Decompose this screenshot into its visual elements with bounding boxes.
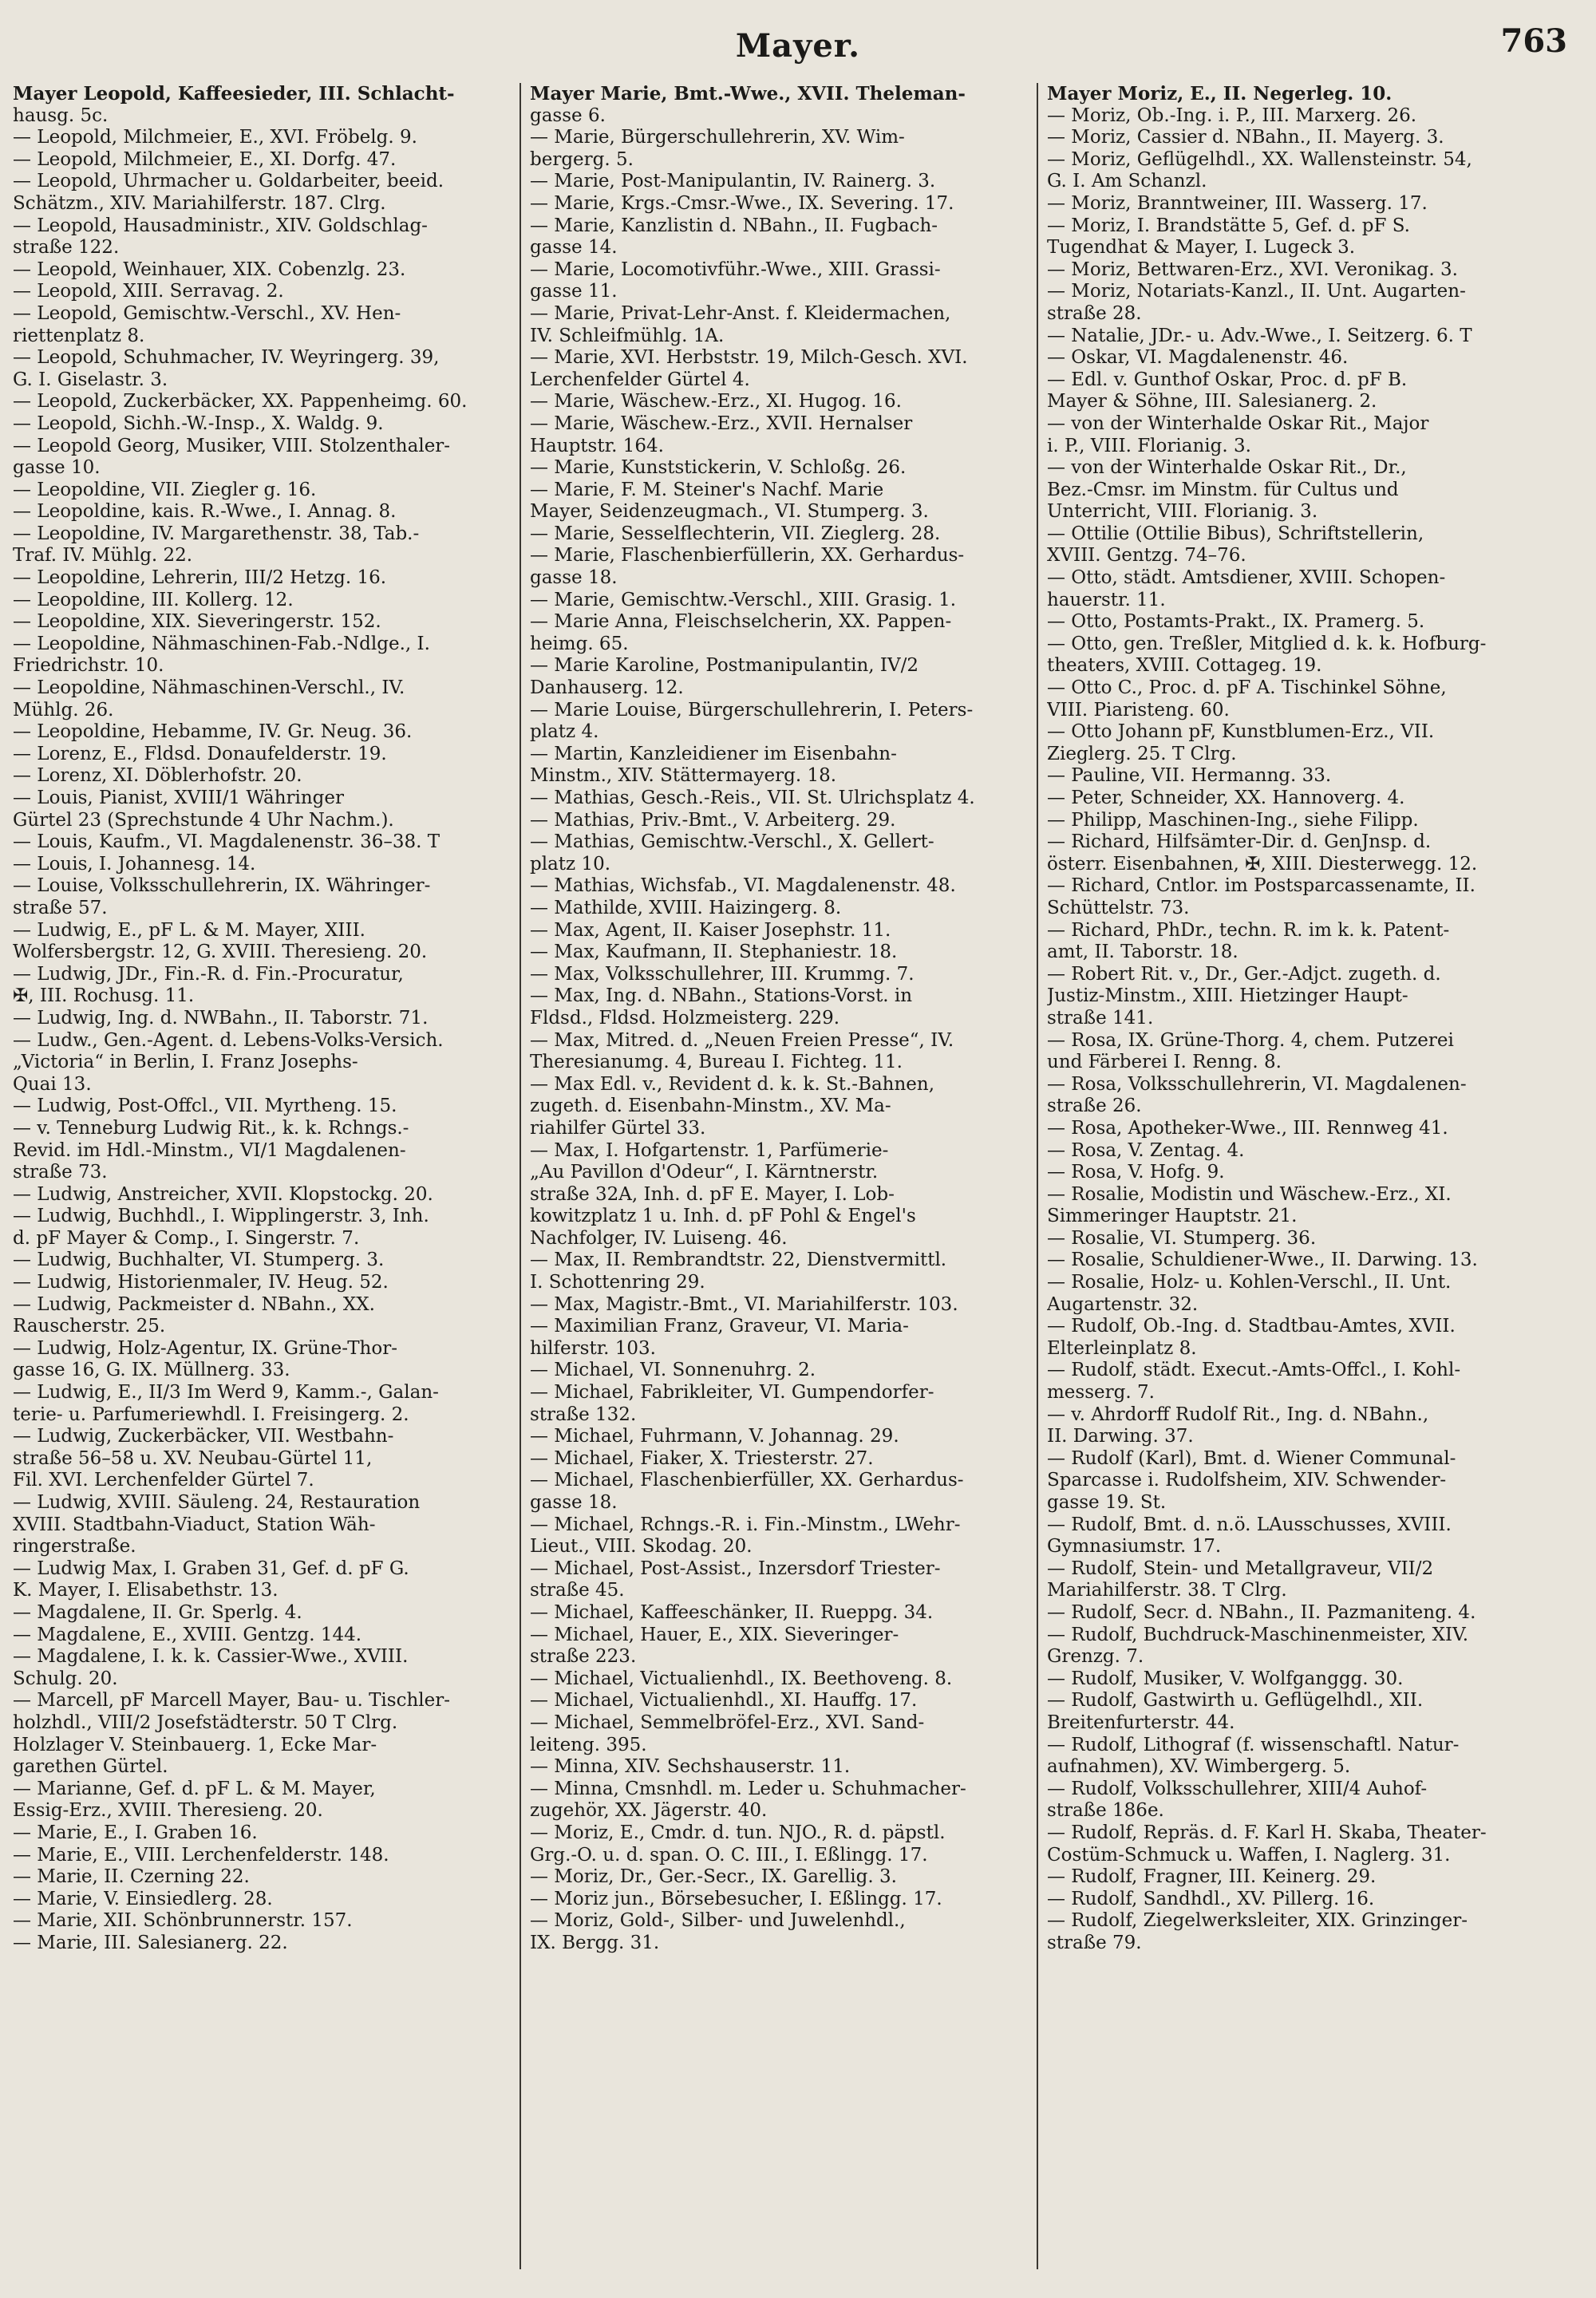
entry-line: Essig-Erz., XVIII. Theresieng. 20. — [13, 1800, 323, 1822]
entry-line: Mayer & Söhne, III. Salesianerg. 2. — [1047, 391, 1377, 413]
entry-line: — Moriz, Gold-, Silber- und Juwelenhdl., — [530, 1910, 906, 1932]
entry-line: Lerchenfelder Gürtel 4. — [530, 369, 750, 390]
entry-line: — Otto, gen. Treßler, Mitglied d. k. k. Hofburg- — [1047, 633, 1487, 654]
entry-line: riahilfer Gürtel 33. — [530, 1117, 706, 1139]
entry-line: Fldsd., Fldsd. Holzmeisterg. 229. — [530, 1007, 840, 1029]
page-title: Mayer. — [735, 27, 861, 65]
entry-line: — Rosalie, VI. Stumperg. 36. — [1047, 1227, 1317, 1249]
column-left — [13, 83, 512, 2277]
entry-line: — Richard, Hilfsämter-Dir. d. GenJnsp. d. — [1047, 831, 1432, 853]
entry-line: Schüttelstr. 73. — [1047, 897, 1190, 918]
entry-line: — Minna, Cmsnhdl. m. Leder u. Schuhmacher- — [530, 1778, 966, 1799]
entry-line: — Ludwig, Post-Offcl., VII. Myrtheng. 15. — [13, 1096, 397, 1117]
entry-line: straße 57. — [13, 897, 108, 918]
entry-line: — Rudolf, Gastwirth u. Geflügelhdl., XII. — [1047, 1690, 1424, 1712]
entry-line: Grenzg. 7. — [1047, 1646, 1144, 1668]
entry-line: straße 32A, Inh. d. pF E. Mayer, I. Lob- — [530, 1183, 895, 1205]
entry-line: — Pauline, VII. Hermanng. 33. — [1047, 765, 1332, 787]
entry-line: Fil. XVI. Lerchenfelder Gürtel 7. — [13, 1470, 314, 1491]
entry-line: kowitzplatz 1 u. Inh. d. pF Pohl & Engel's — [530, 1206, 916, 1227]
entry-line: — Rudolf, Stein- und Metallgraveur, VII/2 — [1047, 1558, 1434, 1579]
entry-line: Justiz-Minstm., XIII. Hietzinger Haupt- — [1047, 985, 1408, 1007]
entry-line: gasse 14. — [530, 237, 618, 259]
entry-line: — Rosa, Volksschullehrerin, VI. Magdalenen- — [1047, 1073, 1467, 1095]
entry-line: straße 26. — [1047, 1096, 1142, 1117]
entry-line: — Leopold, Zuckerbäcker, XX. Pappenheimg. 60. — [13, 391, 468, 413]
entry-line: terie- u. Parfumeriewhdl. I. Freisingerg. 2. — [13, 1404, 409, 1425]
entry-line: — Rudolf, städt. Execut.-Amts-Offcl., I. Kohl- — [1047, 1360, 1461, 1381]
entry-line: — Leopold, Weinhauer, XIX. Cobenzlg. 23. — [13, 259, 406, 280]
entry-line: — Natalie, JDr.- u. Adv.-Wwe., I. Seitzerg. 6. T — [1047, 325, 1472, 346]
column-divider — [519, 83, 521, 2269]
entry-line: — Otto, Postamts-Prakt., IX. Pramerg. 5. — [1047, 611, 1425, 633]
entry-line: — Ludwig, Buchhalter, VI. Stumperg. 3. — [13, 1250, 385, 1271]
entry-line: Mayer Moriz, E., II. Negerleg. 10. — [1047, 83, 1393, 105]
entry-line: — Oskar, VI. Magdalenenstr. 46. — [1047, 347, 1349, 369]
entry-line: straße 45. — [530, 1580, 625, 1601]
entry-line: — Marie, III. Salesianerg. 22. — [13, 1932, 288, 1953]
entry-line: — Leopoldine, III. Kollerg. 12. — [13, 589, 294, 610]
entry-line: — Moriz, Cassier d. NBahn., II. Mayerg. 3. — [1047, 127, 1444, 148]
entry-line: — Leopoldine, Lehrerin, III/2 Hetzg. 16. — [13, 567, 387, 589]
entry-line: Danhauserg. 12. — [530, 677, 684, 699]
entry-line: — Marie, Wäschew.-Erz., XVII. Hernalser — [530, 413, 913, 434]
entry-line: — Louis, I. Johannesg. 14. — [13, 853, 256, 875]
entry-line: — Michael, Fuhrmann, V. Johannag. 29. — [530, 1426, 899, 1447]
entry-line: platz 10. — [530, 853, 611, 875]
entry-line: — Ludwig, Packmeister d. NBahn., XX. — [13, 1293, 375, 1315]
entry-line: — Ottilie (Ottilie Bibus), Schriftstellerin, — [1047, 523, 1424, 544]
entry-line: — Leopoldine, Hebamme, IV. Gr. Neug. 36. — [13, 721, 413, 743]
entry-line: — Marie, Flaschenbierfüllerin, XX. Gerhardus- — [530, 545, 965, 567]
entry-line: — Lorenz, XI. Döblerhofstr. 20. — [13, 765, 302, 787]
entry-line: — Rosalie, Schuldiener-Wwe., II. Darwing. 13. — [1047, 1250, 1478, 1271]
entry-line: Rauscherstr. 25. — [13, 1316, 166, 1337]
entry-line: — Ludwig, E., pF L. & M. Mayer, XIII. — [13, 919, 365, 941]
entry-line: Gürtel 23 (Sprechstunde 4 Uhr Nachm.). — [13, 809, 394, 831]
entry-line: — Marie Louise, Bürgerschullehrerin, I. Peters- — [530, 699, 974, 721]
entry-line: Holzlager V. Steinbauerg. 1, Ecke Mar- — [13, 1734, 377, 1755]
entry-line: — Michael, Victualienhdl., IX. Beethoveng. 8. — [530, 1668, 953, 1689]
entry-line: — Marie, Post-Manipulantin, IV. Rainerg. 3. — [530, 171, 936, 192]
entry-line: Simmeringer Hauptstr. 21. — [1047, 1206, 1298, 1227]
entry-line: zugehör, XX. Jägerstr. 40. — [530, 1800, 768, 1822]
entry-line: — Mathias, Gemischtw.-Verschl., X. Gellert- — [530, 831, 934, 853]
entry-line: — Moriz, Notariats-Kanzl., II. Unt. Augarten- — [1047, 281, 1466, 302]
entry-line: platz 4. — [530, 721, 599, 743]
entry-line: straße 223. — [530, 1646, 637, 1668]
entry-line: — Louise, Volksschullehrerin, IX. Währinger- — [13, 875, 431, 897]
entry-line: Mayer Leopold, Kaffeesieder, III. Schlacht- — [13, 83, 455, 105]
entry-line: gasse 6. — [530, 105, 606, 126]
entry-line: — Michael, Fiaker, X. Triesterstr. 27. — [530, 1447, 874, 1469]
entry-line: — Leopold, Sichh.-W.-Insp., X. Waldg. 9. — [13, 413, 384, 434]
entry-line: riettenplatz 8. — [13, 325, 145, 346]
entry-line: — Marie, Bürgerschullehrerin, XV. Wim- — [530, 127, 905, 148]
entry-line: — Marie, V. Einsiedlerg. 28. — [13, 1888, 273, 1909]
entry-line: — Michael, VI. Sonnenuhrg. 2. — [530, 1360, 816, 1381]
entry-line: Revid. im Hdl.-Minstm., VI/1 Magdalenen- — [13, 1139, 406, 1161]
entry-line: theaters, XVIII. Cottageg. 19. — [1047, 655, 1322, 677]
entry-line: — Rudolf, Bmt. d. n.ö. LAusschusses, XVIII. — [1047, 1514, 1452, 1535]
entry-line: G. I. Am Schanzl. — [1047, 171, 1207, 192]
entry-line: I. Schottenring 29. — [530, 1272, 705, 1293]
entry-line: — Marie, XVI. Herbststr. 19, Milch-Gesch. XVI. — [530, 347, 968, 369]
entry-line: — Mathias, Wichsfab., VI. Magdalenenstr. 48. — [530, 875, 956, 897]
entry-line: gasse 16, G. IX. Müllnerg. 33. — [13, 1360, 290, 1381]
entry-line: — Ludwig, E., II/3 Im Werd 9, Kamm.-, Galan- — [13, 1382, 439, 1404]
entry-line: — Marie, Kanzlistin d. NBahn., II. Fugbach- — [530, 215, 938, 236]
entry-line: gasse 19. St. — [1047, 1492, 1167, 1513]
entry-line: Bez.-Cmsr. im Minstm. für Cultus und — [1047, 479, 1399, 500]
entry-line: Breitenfurterstr. 44. — [1047, 1712, 1235, 1733]
entry-line: Sparcasse i. Rudolfsheim, XIV. Schwender- — [1047, 1470, 1447, 1491]
entry-line: — Michael, Fabrikleiter, VI. Gumpendorfer- — [530, 1382, 934, 1404]
entry-line: — Moriz, Dr., Ger.-Secr., IX. Garellig. 3. — [530, 1866, 897, 1888]
entry-line: heimg. 65. — [530, 633, 629, 654]
entry-line: Wolfersbergstr. 12, G. XVIII. Theresieng. 20. — [13, 942, 428, 963]
entry-line: — Marie, E., I. Graben 16. — [13, 1822, 258, 1843]
entry-line: — Mathias, Priv.-Bmt., V. Arbeiterg. 29. — [530, 809, 896, 831]
entry-line: XVIII. Gentzg. 74–76. — [1047, 545, 1246, 567]
entry-line: — Moriz, Geflügelhdl., XX. Wallensteinstr. 54, — [1047, 148, 1472, 170]
entry-line: hilferstr. 103. — [530, 1337, 656, 1359]
entry-line: — Moriz jun., Börsebesucher, I. Eßlingg. 17. — [530, 1888, 942, 1909]
column-divider — [1037, 83, 1038, 2269]
entry-line: ringerstraße. — [13, 1536, 136, 1558]
entry-line: — Max, I. Hofgartenstr. 1, Parfümerie- — [530, 1139, 889, 1161]
entry-line: gasse 18. — [530, 1492, 618, 1513]
entry-line: — Minna, XIV. Sechshauserstr. 11. — [530, 1756, 851, 1778]
entry-line: — Rudolf, Sandhdl., XV. Pillerg. 16. — [1047, 1888, 1375, 1909]
entry-line: — Leopoldine, Nähmaschinen-Fab.-Ndlge., I. — [13, 633, 430, 654]
entry-line: — Rudolf, Repräs. d. F. Karl H. Skaba, Theater- — [1047, 1822, 1487, 1843]
entry-line: amt, II. Taborstr. 18. — [1047, 942, 1238, 963]
entry-line: — Michael, Victualienhdl., XI. Hauffg. 17. — [530, 1690, 918, 1712]
entry-line: — Max, Volksschullehrer, III. Krummg. 7. — [530, 963, 915, 985]
entry-line: — Max Edl. v., Revident d. k. k. St.-Bahnen, — [530, 1073, 935, 1095]
entry-line: — Marie, Wäschew.-Erz., XI. Hugog. 16. — [530, 391, 902, 413]
entry-line: — Leopold, XIII. Serravag. 2. — [13, 281, 284, 302]
entry-line: — Otto Johann pF, Kunstblumen-Erz., VII. — [1047, 721, 1435, 743]
entry-line: IV. Schleifmühlg. 1A. — [530, 325, 725, 346]
entry-line: — Magdalene, E., XVIII. Gentzg. 144. — [13, 1624, 362, 1645]
entry-line: — Magdalene, I. k. k. Cassier-Wwe., XVIII. — [13, 1646, 409, 1668]
entry-line: „Victoria“ in Berlin, I. Franz Josephs- — [13, 1052, 358, 1073]
entry-line: — Leopoldine, IV. Margarethenstr. 38, Tab.- — [13, 523, 420, 544]
entry-line: — Ludwig, Historienmaler, IV. Heug. 52. — [13, 1272, 389, 1293]
entry-line: — Marie, Gemischtw.-Verschl., XIII. Grasig. 1. — [530, 589, 957, 610]
entry-line: straße 122. — [13, 237, 120, 259]
entry-line: — Ludwig Max, I. Graben 31, Gef. d. pF G. — [13, 1558, 409, 1579]
entry-line: — Moriz, I. Brandstätte 5, Gef. d. pF S. — [1047, 215, 1410, 236]
entry-line: — Leopold, Gemischtw.-Verschl., XV. Hen- — [13, 302, 401, 324]
entry-line: — Marie, Sesselflechterin, VII. Zieglerg. 28. — [530, 523, 941, 544]
entry-line: — Ludw., Gen.-Agent. d. Lebens-Volks-Versich. — [13, 1029, 444, 1051]
entry-line: — Moriz, E., Cmdr. d. tun. NJO., R. d. päpstl. — [530, 1822, 946, 1843]
entry-line: — Max, II. Rembrandtstr. 22, Dienstvermittl. — [530, 1250, 947, 1271]
entry-line: — Ludwig, JDr., Fin.-R. d. Fin.-Procuratur, — [13, 963, 404, 985]
entry-line: — Rudolf, Ob.-Ing. d. Stadtbau-Amtes, XVII. — [1047, 1316, 1456, 1337]
entry-line: — Michael, Rchngs.-R. i. Fin.-Minstm., LWehr- — [530, 1514, 961, 1535]
entry-line: — Martin, Kanzleidiener im Eisenbahn- — [530, 743, 897, 764]
entry-line: bergerg. 5. — [530, 148, 634, 170]
entry-line: — Max, Kaufmann, II. Stephaniestr. 18. — [530, 942, 898, 963]
entry-line: Theresianumg. 4, Bureau I. Fichteg. 11. — [530, 1052, 903, 1073]
entry-line: zugeth. d. Eisenbahn-Minstm., XV. Ma- — [530, 1096, 891, 1117]
entry-line: — Rudolf, Secr. d. NBahn., II. Pazmaniteng. 4. — [1047, 1601, 1476, 1623]
entry-line: — Leopold, Hausadministr., XIV. Goldschlag- — [13, 215, 428, 236]
entry-line: — Rosalie, Holz- u. Kohlen-Verschl., II. Unt. — [1047, 1272, 1452, 1293]
entry-line: — v. Ahrdorff Rudolf Rit., Ing. d. NBahn., — [1047, 1404, 1429, 1425]
entry-line: — Leopold, Uhrmacher u. Goldarbeiter, beeid. — [13, 171, 444, 192]
entry-line: straße 73. — [13, 1162, 108, 1183]
entry-line: XVIII. Stadtbahn-Viaduct, Station Wäh- — [13, 1514, 376, 1535]
entry-line: — Marie, E., VIII. Lerchenfelderstr. 148. — [13, 1844, 389, 1866]
column-right — [1047, 83, 1546, 2277]
entry-line: Gymnasiumstr. 17. — [1047, 1536, 1222, 1558]
entry-line: — Rosa, IX. Grüne-Thorg. 4, chem. Putzerei — [1047, 1029, 1454, 1051]
entry-line: hauerstr. 11. — [1047, 589, 1166, 610]
entry-line: — Marie, Privat-Lehr-Anst. f. Kleidermachen, — [530, 302, 951, 324]
entry-line: — Leopold Georg, Musiker, VIII. Stolzenthaler- — [13, 435, 451, 456]
entry-line: Minstm., XIV. Stättermayerg. 18. — [530, 765, 837, 787]
entry-line: straße 56–58 u. XV. Neubau-Gürtel 11, — [13, 1447, 373, 1469]
entry-line: — Rosa, V. Hofg. 9. — [1047, 1162, 1225, 1183]
entry-line: II. Darwing. 37. — [1047, 1426, 1194, 1447]
entry-line: Mühlg. 26. — [13, 699, 114, 721]
entry-line: — Marcell, pF Marcell Mayer, Bau- u. Tischler- — [13, 1690, 450, 1712]
entry-line: gasse 11. — [530, 281, 618, 302]
entry-line: — Lorenz, E., Fldsd. Donaufelderstr. 19. — [13, 743, 387, 764]
entry-line: — Michael, Flaschenbierfüller, XX. Gerhardus- — [530, 1470, 964, 1491]
entry-line: und Färberei I. Renng. 8. — [1047, 1052, 1282, 1073]
entry-line: Unterricht, VIII. Florianig. 3. — [1047, 501, 1318, 523]
entry-line: straße 141. — [1047, 1007, 1154, 1029]
entry-line: — Ludwig, Ing. d. NWBahn., II. Taborstr. 71. — [13, 1007, 429, 1029]
entry-line: aufnahmen), XV. Wimbergerg. 5. — [1047, 1756, 1351, 1778]
column-middle — [530, 83, 1029, 2277]
entry-line: — Peter, Schneider, XX. Hannoverg. 4. — [1047, 788, 1405, 808]
entry-line: gasse 18. — [530, 567, 618, 589]
entry-line: — von der Winterhalde Oskar Rit., Dr., — [1047, 457, 1407, 479]
entry-line: — Mathias, Gesch.-Reis., VII. St. Ulrichsplatz 4. — [530, 788, 975, 808]
entry-line: — Maximilian Franz, Graveur, VI. Maria- — [530, 1316, 909, 1337]
entry-line: — Max, Mitred. d. „Neuen Freien Presse“, IV. — [530, 1029, 954, 1051]
entry-line: Schätzm., XIV. Mariahilferstr. 187. Clrg. — [13, 192, 386, 214]
entry-line: — Ludwig, Holz-Agentur, IX. Grüne-Thor- — [13, 1337, 397, 1359]
page-header — [0, 22, 1596, 70]
entry-line: hausg. 5c. — [13, 105, 109, 126]
entry-line: — Moriz, Branntweiner, III. Wasserg. 17. — [1047, 192, 1428, 214]
entry-line: — Ludwig, Anstreicher, XVII. Klopstockg. 20. — [13, 1183, 433, 1205]
entry-line: — Michael, Hauer, E., XIX. Sieveringer- — [530, 1624, 899, 1645]
entry-line: Lieut., VIII. Skodag. 20. — [530, 1536, 753, 1558]
entry-line: Tugendhat & Mayer, I. Lugeck 3. — [1047, 237, 1356, 259]
entry-line: — Rosalie, Modistin und Wäschew.-Erz., XI. — [1047, 1183, 1452, 1205]
entry-line: leiteng. 395. — [530, 1734, 647, 1755]
entry-line: — Magdalene, II. Gr. Sperlg. 4. — [13, 1601, 302, 1623]
entry-line: Grg.-O. u. d. span. O. C. III., I. Eßlingg. 17. — [530, 1844, 928, 1866]
entry-line: Friedrichstr. 10. — [13, 655, 164, 677]
entry-line: — Richard, Cntlor. im Postsparcassenamte, II. — [1047, 875, 1476, 897]
entry-line: österr. Eisenbahnen, ✠, XIII. Diesterwegg. 12. — [1047, 853, 1478, 875]
entry-line: — Leopoldine, kais. R.-Wwe., I. Annag. 8. — [13, 501, 397, 523]
entry-line: — Rudolf, Lithograf (f. wissenschaftl. Natur- — [1047, 1734, 1460, 1755]
entry-line: messerg. 7. — [1047, 1382, 1155, 1404]
entry-line: — Michael, Post-Assist., Inzersdorf Triester- — [530, 1558, 941, 1579]
entry-line: — Max, Magistr.-Bmt., VI. Mariahilferstr. 103. — [530, 1293, 958, 1315]
entry-line: — Robert Rit. v., Dr., Ger.-Adjct. zugeth. d. — [1047, 963, 1441, 985]
entry-line: — Marie, XII. Schönbrunnerstr. 157. — [13, 1910, 353, 1932]
entry-line: G. I. Giselastr. 3. — [13, 369, 168, 390]
entry-line: — Rudolf, Fragner, III. Keinerg. 29. — [1047, 1866, 1377, 1888]
entry-line: — Rudolf (Karl), Bmt. d. Wiener Communal- — [1047, 1447, 1456, 1469]
entry-line: K. Mayer, I. Elisabethstr. 13. — [13, 1580, 279, 1601]
entry-line: — Max, Agent, II. Kaiser Josephstr. 11. — [530, 919, 891, 941]
entry-line: — Leopoldine, XIX. Sieveringerstr. 152. — [13, 611, 381, 633]
entry-line: — Leopold, Schuhmacher, IV. Weyringerg. 39, — [13, 347, 440, 369]
entry-line: — Marie Karoline, Postmanipulantin, IV/2 — [530, 655, 918, 677]
entry-line: ✠, III. Rochusg. 11. — [13, 985, 195, 1007]
entry-line: holzhdl., VIII/2 Josefstädterstr. 50 T Clrg. — [13, 1712, 398, 1733]
entry-line: Quai 13. — [13, 1073, 92, 1095]
entry-line: — Rudolf, Buchdruck-Maschinenmeister, XIV. — [1047, 1624, 1469, 1645]
entry-line: IX. Bergg. 31. — [530, 1932, 660, 1953]
entry-line: — Richard, PhDr., techn. R. im k. k. Patent- — [1047, 919, 1450, 941]
entry-line: Costüm-Schmuck u. Waffen, I. Naglerg. 31. — [1047, 1844, 1451, 1866]
entry-line: — von der Winterhalde Oskar Rit., Major — [1047, 413, 1429, 434]
entry-line: — Ludwig, XVIII. Säuleng. 24, Restauration — [13, 1492, 421, 1513]
entry-line: d. pF Mayer & Comp., I. Singerstr. 7. — [13, 1227, 360, 1249]
entry-line: — Marie, Krgs.-Cmsr.-Wwe., IX. Severing. 17. — [530, 192, 954, 214]
entry-line: — Louis, Kaufm., VI. Magdalenenstr. 36–38. T — [13, 831, 440, 853]
entry-line: — Leopold, Milchmeier, E., XI. Dorfg. 47. — [13, 148, 397, 170]
entry-line: Nachfolger, IV. Luiseng. 46. — [530, 1227, 788, 1249]
entry-line: straße 186e. — [1047, 1800, 1164, 1822]
entry-line: — Leopoldine, VII. Ziegler g. 16. — [13, 479, 317, 500]
entry-line: garethen Gürtel. — [13, 1756, 168, 1778]
entry-line: Traf. IV. Mühlg. 22. — [13, 545, 193, 567]
entry-line: „Au Pavillon d'Odeur“, I. Kärntnerstr. — [530, 1162, 879, 1183]
entry-line: straße 79. — [1047, 1932, 1142, 1953]
entry-line: Mayer Marie, Bmt.-Wwe., XVII. Theleman- — [530, 83, 966, 105]
entry-line: — Leopoldine, Nähmaschinen-Verschl., IV. — [13, 677, 405, 699]
entry-line: Hauptstr. 164. — [530, 435, 664, 456]
entry-line: — Philipp, Maschinen-Ing., siehe Filipp. — [1047, 809, 1419, 831]
entry-line: VIII. Piaristeng. 60. — [1047, 699, 1230, 721]
entry-line: — Marie, II. Czerning 22. — [13, 1866, 250, 1888]
page-number: 763 — [1500, 22, 1567, 60]
entry-line: Elterleinplatz 8. — [1047, 1337, 1197, 1359]
entry-line: Mariahilferstr. 38. T Clrg. — [1047, 1580, 1287, 1601]
entry-line: — Michael, Kaffeeschänker, II. Rueppg. 34. — [530, 1601, 934, 1623]
entry-line: — Rosa, Apotheker-Wwe., III. Rennweg 41. — [1047, 1117, 1448, 1139]
entry-line: — Mathilde, XVIII. Haizingerg. 8. — [530, 897, 842, 918]
entry-line: straße 132. — [530, 1404, 637, 1425]
entry-line: — Otto C., Proc. d. pF A. Tischinkel Söhne, — [1047, 677, 1447, 699]
entry-line: — Moriz, Bettwaren-Erz., XVI. Veronikag. 3. — [1047, 259, 1458, 280]
entry-line: — Marie, Kunststickerin, V. Schloßg. 26. — [530, 457, 907, 479]
entry-line: — Moriz, Ob.-Ing. i. P., III. Marxerg. 26. — [1047, 105, 1417, 126]
entry-line: — Marie Anna, Fleischselcherin, XX. Pappen- — [530, 611, 952, 633]
entry-line: — Ludwig, Buchhdl., I. Wipplingerstr. 3, Inh. — [13, 1206, 429, 1227]
entry-line: — Max, Ing. d. NBahn., Stations-Vorst. in — [530, 985, 913, 1007]
entry-line: — Rudolf, Musiker, V. Wolfganggg. 30. — [1047, 1668, 1404, 1689]
entry-line: Schulg. 20. — [13, 1668, 118, 1689]
entry-line: — Ludwig, Zuckerbäcker, VII. Westbahn- — [13, 1426, 394, 1447]
entry-line: Mayer, Seidenzeugmach., VI. Stumperg. 3. — [530, 501, 929, 523]
entry-line: — Louis, Pianist, XVIII/1 Währinger — [13, 788, 344, 808]
entry-line: — Edl. v. Gunthof Oskar, Proc. d. pF B. — [1047, 369, 1408, 390]
entry-line: — Marianne, Gef. d. pF L. & M. Mayer, — [13, 1778, 376, 1799]
entry-line: straße 28. — [1047, 302, 1142, 324]
entry-line: — Rudolf, Ziegelwerksleiter, XIX. Grinzinger- — [1047, 1910, 1468, 1932]
entry-line: gasse 10. — [13, 457, 101, 479]
entry-line: — v. Tenneburg Ludwig Rit., k. k. Rchngs.- — [13, 1117, 409, 1139]
entry-line: — Rudolf, Volksschullehrer, XIII/4 Auhof- — [1047, 1778, 1428, 1799]
entry-line: Zieglerg. 25. T Clrg. — [1047, 743, 1237, 764]
entry-line: — Rosa, V. Zentag. 4. — [1047, 1139, 1245, 1161]
entry-line: — Marie, Locomotivführ.-Wwe., XIII. Grassi- — [530, 259, 941, 280]
entry-line: — Otto, städt. Amtsdiener, XVIII. Schopen- — [1047, 567, 1446, 589]
entry-line: i. P., VIII. Florianig. 3. — [1047, 435, 1251, 456]
entry-line: — Leopold, Milchmeier, E., XVI. Fröbelg. 9. — [13, 127, 417, 148]
entry-line: — Marie, F. M. Steiner's Nachf. Marie — [530, 479, 884, 500]
entry-line: — Michael, Semmelbröfel-Erz., XVI. Sand- — [530, 1712, 925, 1733]
entry-line: Augartenstr. 32. — [1047, 1293, 1199, 1315]
